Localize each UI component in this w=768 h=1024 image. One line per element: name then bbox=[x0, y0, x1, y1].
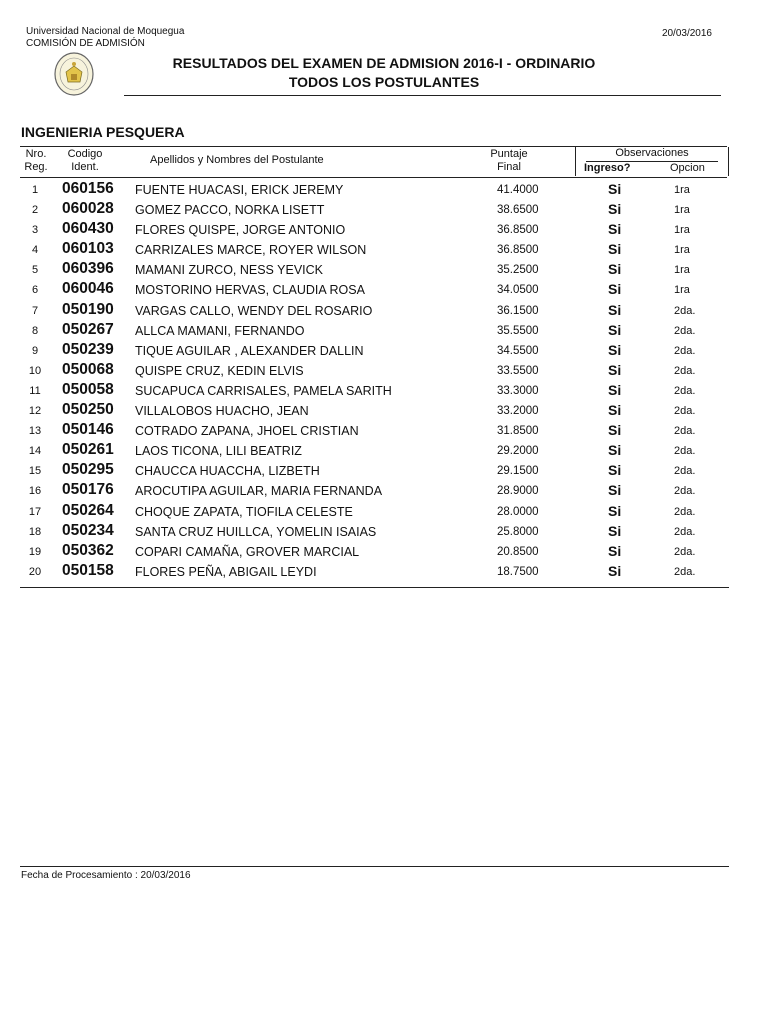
row-puntaje: 41.4000 bbox=[497, 184, 539, 196]
row-puntaje: 33.5500 bbox=[497, 364, 539, 377]
table-row bbox=[20, 502, 727, 522]
table-row bbox=[20, 321, 727, 341]
row-nro: 4 bbox=[31, 244, 39, 257]
row-ingreso: Si bbox=[608, 381, 622, 398]
row-nro: 18 bbox=[28, 525, 42, 538]
row-ingreso: Si bbox=[608, 301, 622, 318]
row-name: AROCUTIPA AGUILAR, MARIA FERNANDA bbox=[135, 484, 383, 499]
row-codigo: 050068 bbox=[62, 360, 114, 378]
table-end-divider bbox=[20, 587, 729, 588]
row-name: FLORES PEÑA, ABIGAIL LEYDI bbox=[135, 564, 317, 579]
footer-divider bbox=[20, 866, 729, 867]
row-codigo: 050250 bbox=[62, 401, 114, 419]
row-nro: 19 bbox=[28, 545, 42, 558]
row-nro: 16 bbox=[28, 485, 42, 498]
row-name: CHAUCCA HUACCHA, LIZBETH bbox=[135, 464, 320, 479]
row-codigo: 060028 bbox=[62, 200, 114, 218]
row-opcion: 2da. bbox=[674, 445, 696, 458]
row-opcion: 1ra bbox=[674, 224, 690, 237]
table-row bbox=[20, 220, 727, 240]
row-puntaje: 33.3000 bbox=[497, 384, 539, 397]
row-puntaje: 33.2000 bbox=[497, 405, 539, 418]
row-ingreso: Si bbox=[608, 221, 622, 238]
col-nro-label: Nro. bbox=[25, 148, 47, 160]
row-opcion: 1ra bbox=[674, 264, 690, 277]
print-date: 20/03/2016 bbox=[661, 28, 712, 39]
row-nro: 8 bbox=[31, 324, 39, 337]
row-ingreso: Si bbox=[608, 361, 622, 378]
row-nro: 2 bbox=[31, 204, 39, 217]
table-row bbox=[20, 260, 727, 280]
row-name: MAMANI ZURCO, NESS YEVICK bbox=[135, 263, 323, 278]
table-row bbox=[20, 562, 727, 582]
row-ingreso: Si bbox=[608, 241, 622, 258]
row-puntaje: 38.6500 bbox=[497, 204, 539, 217]
row-opcion: 1ra bbox=[674, 244, 690, 257]
row-codigo: 050190 bbox=[62, 300, 114, 318]
institution-header bbox=[26, 26, 184, 50]
table-row bbox=[20, 180, 727, 200]
row-nro: 1 bbox=[31, 184, 39, 196]
row-name: SUCAPUCA CARRISALES, PAMELA SARITH bbox=[135, 383, 392, 398]
row-ingreso: Si bbox=[608, 321, 622, 338]
table-row bbox=[20, 441, 727, 461]
row-ingreso: Si bbox=[608, 341, 622, 358]
row-name: CHOQUE ZAPATA, TIOFILA CELESTE bbox=[135, 504, 353, 519]
row-opcion: 2da. bbox=[674, 324, 696, 337]
col-name: Apellidos y Nombres del Postulante bbox=[150, 154, 324, 166]
report-subtitle: TODOS LOS POSTULANTES bbox=[288, 74, 480, 90]
report-title: RESULTADOS DEL EXAMEN DE ADMISION 2016-I - ORDINARIO bbox=[172, 55, 596, 71]
career-heading: INGENIERIA PESQUERA bbox=[21, 124, 185, 140]
row-ingreso: Si bbox=[608, 402, 622, 419]
row-nro: 7 bbox=[31, 304, 39, 317]
row-opcion: 2da. bbox=[674, 344, 696, 357]
row-codigo: 050264 bbox=[62, 501, 114, 519]
row-name: COTRADO ZAPANA, JHOEL CRISTIAN bbox=[135, 424, 359, 439]
row-opcion: 1ra bbox=[674, 184, 690, 196]
col-opcion: Opcion bbox=[670, 162, 705, 174]
table-row bbox=[20, 280, 727, 300]
row-puntaje: 28.9000 bbox=[497, 485, 539, 498]
table-row bbox=[20, 401, 727, 421]
col-nro-reg bbox=[22, 148, 50, 174]
row-nro: 20 bbox=[28, 565, 42, 578]
row-opcion: 2da. bbox=[674, 485, 696, 498]
row-opcion: 2da. bbox=[674, 425, 696, 438]
col-ingreso: Ingreso? bbox=[584, 162, 631, 174]
table-header bbox=[20, 146, 727, 178]
row-nro: 5 bbox=[31, 264, 39, 277]
row-ingreso: Si bbox=[608, 281, 622, 298]
row-name: FUENTE HUACASI, ERICK JEREMY bbox=[135, 183, 344, 197]
table-row bbox=[20, 421, 727, 441]
row-nro: 17 bbox=[28, 505, 42, 518]
row-nro: 9 bbox=[31, 344, 39, 357]
row-name: LAOS TICONA, LILI BEATRIZ bbox=[135, 444, 302, 459]
table-row bbox=[20, 341, 727, 361]
row-opcion: 2da. bbox=[674, 364, 696, 377]
row-name: TIQUE AGUILAR , ALEXANDER DALLIN bbox=[135, 343, 364, 358]
row-ingreso: Si bbox=[608, 422, 622, 439]
row-opcion: 2da. bbox=[674, 405, 696, 418]
row-ingreso: Si bbox=[608, 502, 622, 519]
results-table-body bbox=[20, 180, 727, 582]
row-codigo: 050267 bbox=[62, 320, 114, 338]
row-codigo: 050158 bbox=[62, 561, 114, 579]
admission-office: COMISIÓN DE ADMISIÓN bbox=[26, 38, 145, 49]
row-puntaje: 36.8500 bbox=[497, 244, 539, 257]
row-codigo: 050058 bbox=[62, 380, 114, 398]
table-row bbox=[20, 522, 727, 542]
processing-date: Fecha de Procesamiento : 20/03/2016 bbox=[21, 870, 191, 881]
row-opcion: 1ra bbox=[674, 204, 690, 217]
row-name: MOSTORINO HERVAS, CLAUDIA ROSA bbox=[135, 283, 365, 298]
row-nro: 14 bbox=[28, 445, 42, 458]
row-name: SANTA CRUZ HUILLCA, YOMELIN ISAIAS bbox=[135, 524, 377, 539]
row-name: QUISPE CRUZ, KEDIN ELVIS bbox=[135, 363, 304, 378]
row-puntaje: 34.5500 bbox=[497, 344, 539, 357]
row-nro: 6 bbox=[31, 284, 39, 297]
table-row bbox=[20, 542, 727, 562]
table-row bbox=[20, 361, 727, 381]
row-opcion: 1ra bbox=[674, 284, 690, 297]
row-ingreso: Si bbox=[608, 462, 622, 479]
col-codigo-label: Codigo bbox=[67, 148, 103, 160]
row-codigo: 050176 bbox=[62, 481, 114, 499]
row-name: GOMEZ PACCO, NORKA LISETT bbox=[135, 203, 325, 218]
col-codigo bbox=[65, 148, 105, 174]
row-puntaje: 36.8500 bbox=[497, 224, 539, 237]
col-ident-label: Ident. bbox=[71, 161, 99, 173]
row-ingreso: Si bbox=[608, 261, 622, 278]
row-opcion: 2da. bbox=[674, 465, 696, 478]
row-ingreso: Si bbox=[608, 442, 622, 459]
row-ingreso: Si bbox=[608, 482, 622, 499]
col-puntaje-label: Puntaje bbox=[490, 148, 528, 160]
header-divider bbox=[124, 95, 721, 96]
col-reg-label: Reg. bbox=[24, 161, 48, 173]
row-ingreso: Si bbox=[608, 562, 622, 579]
table-row bbox=[20, 481, 727, 501]
row-codigo: 050295 bbox=[62, 461, 114, 479]
row-name: COPARI CAMAÑA, GROVER MARCIAL bbox=[135, 544, 360, 559]
col-observaciones-label: Observaciones bbox=[615, 147, 689, 159]
row-name: CARRIZALES MARCE, ROYER WILSON bbox=[135, 243, 367, 258]
row-name: VILLALOBOS HUACHO, JEAN bbox=[135, 404, 309, 419]
row-opcion: 2da. bbox=[674, 384, 696, 397]
col-observaciones bbox=[575, 147, 729, 176]
row-puntaje: 35.5500 bbox=[497, 324, 539, 337]
row-ingreso: Si bbox=[608, 522, 622, 539]
row-name: ALLCA MAMANI, FERNANDO bbox=[135, 323, 305, 338]
row-opcion: 2da. bbox=[674, 505, 696, 518]
row-ingreso: Si bbox=[608, 181, 622, 197]
table-row bbox=[20, 200, 727, 220]
row-puntaje: 36.1500 bbox=[497, 304, 539, 317]
row-opcion: 2da. bbox=[674, 304, 696, 317]
row-opcion: 2da. bbox=[674, 545, 696, 558]
row-codigo: 050261 bbox=[62, 441, 114, 459]
row-puntaje: 34.0500 bbox=[497, 284, 539, 297]
row-puntaje: 29.2000 bbox=[497, 445, 539, 458]
row-nro: 3 bbox=[31, 224, 39, 237]
row-name: VARGAS CALLO, WENDY DEL ROSARIO bbox=[135, 303, 373, 318]
row-puntaje: 29.1500 bbox=[497, 465, 539, 478]
col-final-label: Final bbox=[497, 161, 521, 173]
row-puntaje: 28.0000 bbox=[497, 505, 539, 518]
row-codigo: 060396 bbox=[62, 260, 114, 278]
row-codigo: 060046 bbox=[62, 280, 114, 298]
table-row bbox=[20, 301, 727, 321]
row-name: FLORES QUISPE, JORGE ANTONIO bbox=[135, 223, 346, 238]
row-nro: 13 bbox=[28, 425, 42, 438]
row-codigo: 060430 bbox=[62, 220, 114, 238]
row-ingreso: Si bbox=[608, 201, 622, 218]
row-opcion: 2da. bbox=[674, 565, 696, 578]
row-codigo: 060156 bbox=[62, 180, 114, 197]
row-nro: 15 bbox=[28, 465, 42, 478]
table-row bbox=[20, 240, 727, 260]
row-puntaje: 20.8500 bbox=[497, 545, 539, 558]
row-nro: 10 bbox=[28, 364, 42, 377]
table-row bbox=[20, 381, 727, 401]
row-codigo: 050239 bbox=[62, 340, 114, 358]
row-opcion: 2da. bbox=[674, 525, 696, 538]
row-puntaje: 25.8000 bbox=[497, 525, 539, 538]
row-codigo: 050362 bbox=[62, 541, 114, 559]
row-puntaje: 35.2500 bbox=[497, 264, 539, 277]
institution-name: Universidad Nacional de Moquegua bbox=[26, 26, 185, 37]
row-puntaje: 31.8500 bbox=[497, 425, 539, 438]
row-codigo: 050146 bbox=[62, 421, 114, 439]
row-codigo: 050234 bbox=[62, 521, 114, 539]
row-nro: 11 bbox=[29, 384, 41, 397]
table-row bbox=[20, 461, 727, 481]
row-ingreso: Si bbox=[608, 542, 622, 559]
row-codigo: 060103 bbox=[62, 240, 114, 258]
row-nro: 12 bbox=[28, 405, 42, 418]
row-puntaje: 18.7500 bbox=[497, 565, 539, 578]
col-puntaje bbox=[483, 148, 535, 174]
